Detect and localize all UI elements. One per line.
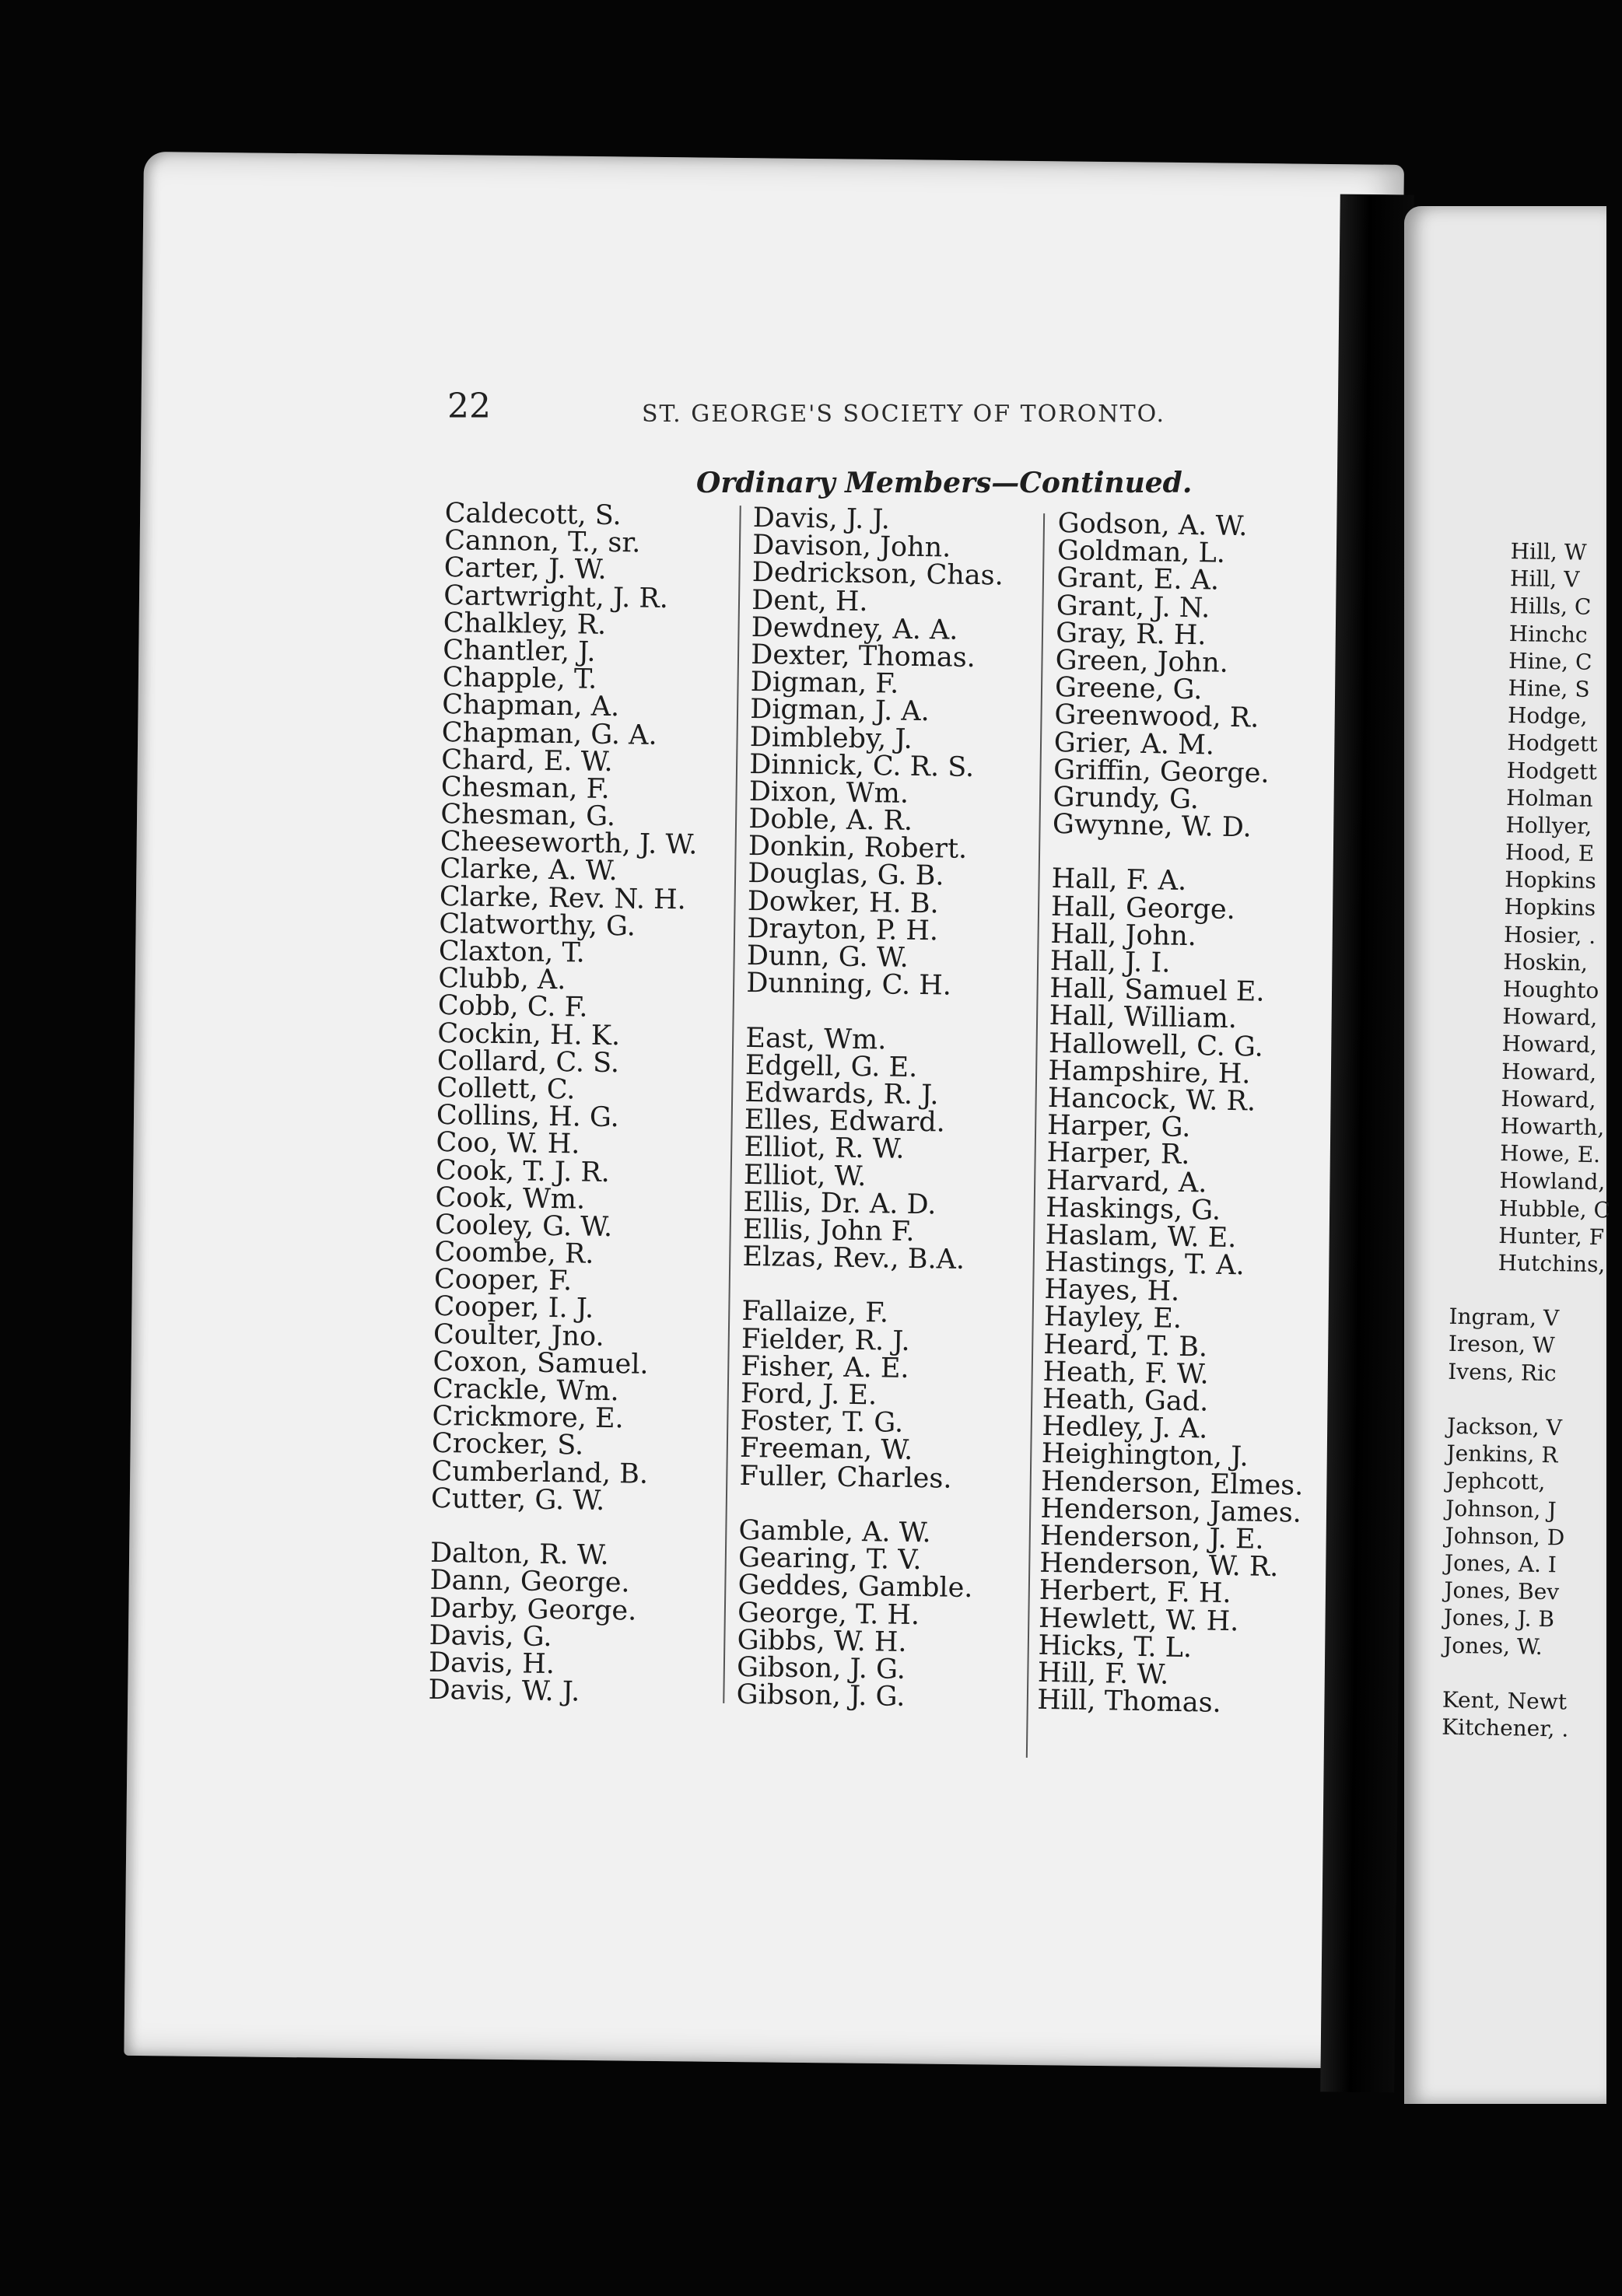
member-name: Hill, W [1510,538,1587,565]
member-name: Hayes, H. [1044,1274,1180,1308]
member-name: Howard, [1501,1031,1598,1059]
member-name: Hubble, C [1498,1195,1611,1223]
member-name: Caldecott, S. [444,498,622,532]
member-name: Chapple, T. [442,662,597,695]
member-name: Fallaize, F. [741,1296,889,1329]
member-name: Dunning, C. H. [746,968,952,1002]
member-name: Crickmore, E. [432,1401,624,1435]
member-name: Hodgett [1506,757,1598,785]
member-name: Coombe, R. [434,1236,594,1270]
member-name: Digman, F. [750,667,899,700]
member-name: Green, John. [1055,644,1229,679]
member-name: Hill, F. W. [1037,1657,1169,1691]
member-name: Henderson, W. R. [1039,1547,1279,1584]
member-name: Douglas, G. B. [748,858,944,892]
member-name: Jackson, V [1446,1412,1563,1441]
member-name: Cumberland, B. [431,1455,649,1490]
member-name: Cartwright, J. R. [443,579,669,614]
member-name: Drayton, P. H. [747,912,939,947]
member-name: Dalton, R. W. [429,1537,609,1572]
member-name: Dixon, Wm. [748,775,909,810]
member-name: Davison, John. [751,530,951,564]
member-name: Geddes, Gamble. [737,1570,973,1605]
member-name: Haslam, W. E. [1045,1219,1237,1255]
member-name: Hallowell, C. G. [1048,1027,1264,1063]
member-name: East, Wm. [745,1022,887,1056]
member-name: Hodgett [1507,730,1598,758]
member-name: Dunn, G. W. [746,940,909,974]
member-name: Cooper, F. [433,1264,573,1297]
member-name: Foster, T. G. [740,1405,904,1439]
member-name: Godson, A. W. [1057,508,1248,543]
member-name: Hampshire, H. [1048,1055,1251,1090]
member-name: Henderson, J. E. [1039,1520,1264,1556]
member-name: Howard, [1501,1085,1596,1113]
member-name: Elliot, R. W. [744,1132,905,1166]
member-name: Cook, Wm. [435,1181,586,1216]
member-column-2 [736,502,1004,1713]
member-name: Greene, G. [1054,672,1203,706]
member-name: Darby, George. [429,1592,637,1627]
member-name: George, T. H. [737,1597,920,1631]
member-name: Howland, [1499,1167,1606,1195]
member-name: Harper, R. [1046,1137,1190,1171]
member-name: Gibbs, W. H. [737,1624,907,1658]
member-name: Gwynne, W. D. [1052,809,1252,844]
member-name: Hine, S [1508,674,1590,702]
member-name: Herbert, F. H. [1039,1575,1231,1610]
member-name: Henderson, James. [1040,1493,1302,1529]
member-name: Dedrickson, Chas. [751,557,1004,592]
page-number: 22 [447,387,491,426]
member-name: Fuller, Charles. [739,1460,952,1495]
member-name: Ellis, John F. [742,1213,915,1248]
running-header-title: ST. GEORGE'S SOCIETY OF TORONTO. [642,401,1166,428]
member-name: Carter, J. W. [443,552,607,586]
member-name: Hill, V [1509,565,1580,593]
member-name: Chalkley, R. [443,607,607,641]
member-name: Heard, T. B. [1042,1328,1208,1363]
member-name: Dexter, Thomas. [751,639,976,674]
member-name: Cook, T. J. R. [435,1154,611,1188]
member-name: Elzas, Rev., B.A. [742,1241,965,1276]
member-name: Fisher, A. E. [741,1350,909,1384]
member-name: Cooper, I. J. [433,1291,594,1325]
member-name: Gray, R. H. [1055,617,1207,652]
member-name: Cutter, G. W. [430,1482,605,1517]
member-name: Jones, A. I [1444,1549,1557,1578]
member-name: Grundy, G. [1053,781,1200,816]
member-name: Howarth, [1500,1112,1605,1141]
member-name: Crocker, S. [431,1428,584,1461]
member-name: Cannon, T., sr. [443,525,641,559]
member-name: Grier, A. M. [1053,726,1215,761]
member-name: Dann, George. [429,1565,630,1599]
member-name: Ford, J. E. [740,1377,878,1412]
member-name: Grant, E. A. [1056,562,1220,597]
member-name: Hancock, W. R. [1047,1082,1256,1118]
member-name: Dewdney, A. A. [751,611,958,646]
member-name: Greenwood, R. [1054,699,1259,734]
member-name: Jenkins, R [1446,1440,1558,1468]
member-name: Hodge, [1507,702,1588,730]
member-name: Johnson, D [1445,1522,1565,1551]
member-name: Dent, H. [751,584,868,618]
member-name: Hall, William. [1049,1000,1238,1035]
member-name: Grant, J. N. [1056,590,1210,624]
member-name: Davis, G. [429,1619,552,1653]
member-name: Davis, J. J. [752,502,891,536]
member-name: Hicks, T. L. [1038,1629,1193,1664]
member-name: Heighington, J. [1041,1438,1249,1473]
member-name: Hopkins [1504,894,1596,922]
member-name: Coo, W. H. [436,1127,580,1160]
member-name: Dowker, H. B. [747,885,939,920]
member-name: Davis, W. J. [428,1674,580,1708]
member-name: Hutchins, [1498,1249,1606,1278]
member-name: Hills, C [1509,593,1592,621]
member-name: Chesman, F. [440,771,610,805]
member-name: Davis, H. [428,1647,555,1680]
member-name: Jones, Bev [1444,1577,1560,1605]
member-name: Edgell, G. E. [744,1049,918,1083]
list-spacer [1449,1276,1606,1306]
member-name: Griffin, George. [1053,754,1270,789]
list-spacer [1442,1658,1599,1689]
member-name: Hinchc [1508,620,1588,648]
member-name: Doble, A. R. [748,803,913,837]
member-name: Hall, J. I. [1049,945,1171,979]
member-name: Chantler, J. [443,634,596,668]
member-name: Ireson, W [1448,1331,1556,1359]
member-name: Hall, F. A. [1051,863,1187,898]
member-name: Goldman, L. [1056,535,1226,569]
member-name: Elles, Edward. [744,1104,946,1139]
member-name: Gibson, J. G. [736,1651,906,1685]
member-name: Kent, Newt [1442,1686,1568,1715]
member-name: Holman [1505,784,1593,812]
member-name: Claxton, T. [438,935,586,969]
member-name: Hewlett, W. H. [1038,1602,1239,1637]
member-name: Haskings, G. [1046,1192,1221,1227]
member-name: Ellis, Dr. A. D. [743,1186,937,1221]
member-name: Ingram, V [1449,1304,1560,1332]
member-name: Elliot, W. [743,1159,867,1192]
member-name: Harvard, A. [1046,1164,1207,1199]
member-name: Heath, Gad. [1042,1383,1209,1418]
member-column-3 [1037,510,1320,1719]
member-name: Chapman, G. A. [441,716,657,751]
member-name: Collins, H. G. [436,1100,620,1134]
member-name: Kitchener, . [1442,1713,1569,1742]
member-name: Hayley, E. [1043,1301,1182,1335]
member-name: Clubb, A. [438,963,566,996]
member-name: Clarke, A. W. [440,853,618,887]
member-name: Dinnick, C. R. S. [749,748,975,783]
member-name: Howe, E. [1499,1140,1601,1168]
member-name: Hall, John. [1050,918,1197,952]
member-name: Crackle, Wm. [432,1373,619,1408]
member-name: Hopkins [1505,866,1597,894]
member-name: Jephcott, [1445,1468,1546,1496]
member-name: Chard, E. W. [441,744,613,778]
member-name: Coulter, Jno. [433,1318,604,1353]
member-name: Howard, [1501,1003,1598,1031]
member-name: Freeman, W. [739,1433,913,1467]
member-name: Hill, Thomas. [1036,1684,1222,1719]
member-name: Hood, E [1505,839,1595,867]
member-name: Clatworthy, G. [439,908,636,943]
member-name: Gamble, A. W. [738,1514,931,1549]
member-name: Collett, C. [436,1072,576,1106]
member-name: Cobb, C. F. [437,990,588,1024]
member-name: Heath, F. W. [1042,1356,1210,1391]
member-name: Hall, George. [1050,891,1236,926]
member-name: Harper, G. [1046,1110,1191,1144]
member-name: Howard, [1501,1058,1597,1086]
list-spacer [1447,1385,1603,1416]
member-name: Ivens, Ric [1447,1358,1557,1386]
member-name: Dimbleby, J. [749,721,913,755]
member-name: Chapman, A. [442,689,620,723]
member-name: Gearing, T. V. [737,1542,922,1577]
member-name: Cockin, H. K. [437,1017,621,1052]
member-name: Johnson, J [1445,1495,1557,1523]
member-name: Jones, J. B [1443,1605,1555,1633]
member-name: Hosier, . [1503,921,1596,949]
member-name: Hall, Samuel E. [1049,973,1265,1008]
member-name: Hedley, J. A. [1042,1411,1208,1445]
member-name: Hoskin, [1503,948,1589,976]
member-name: Cooley, G. W. [434,1209,613,1243]
member-name: Gibson, J. G. [736,1678,906,1713]
member-name: Henderson, Elmes. [1040,1465,1304,1502]
member-name: Collard, C. S. [436,1045,620,1079]
member-column-4-partial [1442,537,1618,1744]
member-name: Clarke, Rev. N. H. [439,880,687,915]
member-name: Hollyer, [1505,811,1592,839]
member-name: Digman, J. A. [750,694,930,728]
member-name: Cheeseworth, J. W. [440,826,698,861]
member-column-1 [428,500,702,1708]
member-name: Houghto [1502,975,1599,1004]
member-name: Jones, W. [1442,1632,1543,1660]
member-name: Hastings, T. A. [1044,1246,1245,1282]
member-name: Fielder, R. J. [741,1323,910,1357]
member-name: Hine, C [1508,647,1592,675]
member-name: Edwards, R. J. [744,1076,939,1111]
member-name: Chesman, G. [440,799,616,833]
section-title: Ordinary Members—Continued. [696,467,1193,499]
member-name: Coxon, Samuel. [433,1346,649,1381]
member-name: Donkin, Robert. [748,831,968,866]
member-name: Hunter, F [1498,1222,1605,1251]
